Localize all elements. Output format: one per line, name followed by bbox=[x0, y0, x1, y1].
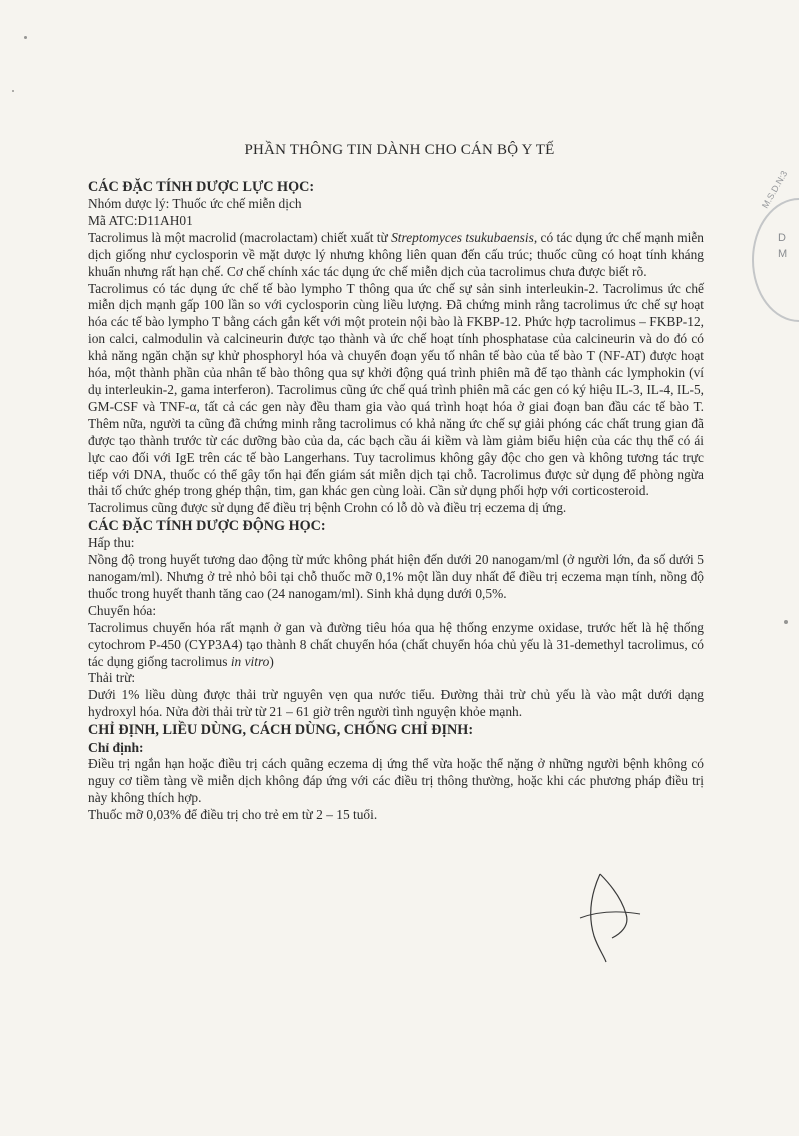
stamp-letter-2: M bbox=[778, 248, 788, 260]
stamp-ring-text: M.S.D.N:3 bbox=[760, 169, 790, 210]
metabolism-label: Chuyển hóa: bbox=[88, 602, 157, 618]
absorption-text: Nồng độ trong huyết tương dao động từ mức không phát hiện đến dưới 20 nanogam/ml (ở người lớn, đa số dưới 5 nanogam/ml). Nhưng ở trẻ nhỏ bôi tại chỗ thuốc mỡ 0,1% một lần duy nhất để điều trị eczema mạn tính, nồng độ thuốc trong huyết thanh tăng cao (24 nanogam/ml). Sinh khả dụng dưới 0,5%. bbox=[88, 552, 704, 601]
elimination-text: Dưới 1% liều dùng được thải trừ nguyên vẹn qua nước tiểu. Đường thải trừ chủ yếu là vào mật dưới dạng hydroxyl hóa. Nửa đời thải trừ từ 21 – 61 giờ trên người tình nguyện khỏe mạnh. bbox=[88, 687, 704, 720]
pharmacodynamics-paragraph-1 bbox=[88, 230, 704, 281]
elimination-label: Thải trừ: bbox=[88, 670, 136, 686]
pharmacodynamics-paragraph-3: Tacrolimus cũng được sử dụng để điều trị bệnh Crohn có lỗ dò và điều trị eczema dị ứng. bbox=[88, 500, 567, 516]
indications-paragraph-2: Thuốc mỡ 0,03% để điều trị cho trẻ em từ 2 – 15 tuổi. bbox=[88, 806, 378, 822]
metabolism-in-vitro: in vitro bbox=[230, 653, 270, 669]
pharmacological-group: Nhóm dược lý: Thuốc ức chế miễn dịch bbox=[88, 196, 302, 211]
pharmacodynamics-heading: CÁC ĐẶC TÍNH DƯỢC LỰC HỌC: bbox=[88, 179, 315, 195]
absorption-label: Hấp thu: bbox=[88, 535, 135, 551]
p1-text-a: Tacrolimus là một macrolid (macrolactam) chiết xuất từ bbox=[88, 229, 392, 245]
page-title: PHẦN THÔNG TIN DÀNH CHO CÁN BỘ Y TẾ bbox=[244, 142, 555, 158]
handwritten-signature bbox=[560, 866, 650, 966]
stamp-letters bbox=[778, 230, 787, 262]
metabolism-text bbox=[88, 620, 704, 671]
pharmacokinetics-heading: CÁC ĐẶC TÍNH DƯỢC ĐỘNG HỌC: bbox=[88, 518, 326, 535]
indications-paragraph-1: Điều trị ngắn hạn hoặc điều trị cách quãng eczema dị ứng thể vừa hoặc thể nặng ở những người bệnh không có nguy cơ tiềm tàng về miễn dịch không đáp ứng với các điều trị thông thường, hoặc khi các phương pháp điều trị này không thích hợp. bbox=[88, 756, 704, 805]
indications-subheading: Chỉ định: bbox=[88, 740, 144, 756]
p1-species-name: Streptomyces tsukubaensis bbox=[391, 229, 534, 245]
p1-text-b: , có tác dụng ức chế mạnh miễn dịch giống như cyclosporin về mặt dược lý nhưng không liên quan đến cấu trúc; thuốc cũng có hoạt tính kháng khuẩn nhưng rất hạn chế. Cơ chế chính xác tác dụng ức chế miễn dịch của tacrolimus chưa được biết rõ. bbox=[88, 229, 704, 279]
metabolism-text-a: Tacrolimus chuyển hóa rất mạnh ở gan và đường tiêu hóa qua hệ thống enzyme oxidase, trước hết là hệ thống cytochrom P-450 (CYP3A4) tạo thành 8 chất chuyển hóa (chất chuyển hóa chủ yếu là 31-demethyl tacrolimus, có tác dụng giống tacrolimus bbox=[88, 619, 704, 669]
atc-code: Mã ATC:D11AH01 bbox=[88, 212, 193, 228]
official-stamp bbox=[752, 198, 799, 322]
document-body bbox=[88, 178, 704, 824]
stamp-letter-1: D bbox=[778, 232, 786, 244]
pharmacodynamics-paragraph-2: Tacrolimus có tác dụng ức chế tế bào lympho T thông qua ức chế sự sản sinh interleukin-2. Tacrolimus ức chế miễn dịch mạnh gấp 100 lần so với cyclosporin cùng liều lượng. Đã chứng minh rằng tacrolimus ức chế sự hoạt hóa các tế bào lympho T bằng cách gắn kết với một protein nội bào là FKBP-12. Phức hợp tacrolimus – FKBP-12, ion calci, calmodulin và calcineurin được tạo thành và ức chế hoạt tính phosphatase của calcineurin và do đó có khả năng ngăn chặn sự khử phosphoryl hóa và chuyển đoạn yếu tố nhân tế bào của tế bào T (NF-AT) được hoạt hóa, một thành phần của nhân tế bào thông qua sự khởi động quá trình phiên mã để tạo thành các lymphokin (ví dụ interleukin-2, gama interferon). Tacrolimus cũng ức chế quá trình phiên mã các gen có ký hiệu IL-3, IL-4, IL-5, GM-CSF và TNF-α, tất cả các gen này đều tham gia vào quá trình hoạt hóa ở giai đoạn ban đầu các tế bào T. Thêm nữa, người ta cũng đã chứng minh rằng tacrolimus có khả năng ức chế sự giải phóng các chất trung gian đã được tạo thành trước từ các dưỡng bào của da, các bạch cầu ái kiềm và làm giảm biểu hiện của các thụ thể có ái lực cao đối với IgE trên các tế bào Langerhans. Tuy tacrolimus không gây độc cho gen và không tương tác trực tiếp với DNA, thuốc có thể gây tổn hại đến giám sát miễn dịch tại chỗ. Tacrolimus được sử dụng để phòng ngừa thải tố chức ghép trong ghép thận, tim, gan khác gen cùng loài. Cần sử dụng phối hợp với corticosteroid. bbox=[88, 280, 704, 499]
metabolism-text-b: ) bbox=[269, 653, 274, 669]
indications-heading: CHỈ ĐỊNH, LIỀU DÙNG, CÁCH DÙNG, CHỐNG CHỈ ĐỊNH: bbox=[88, 722, 474, 739]
